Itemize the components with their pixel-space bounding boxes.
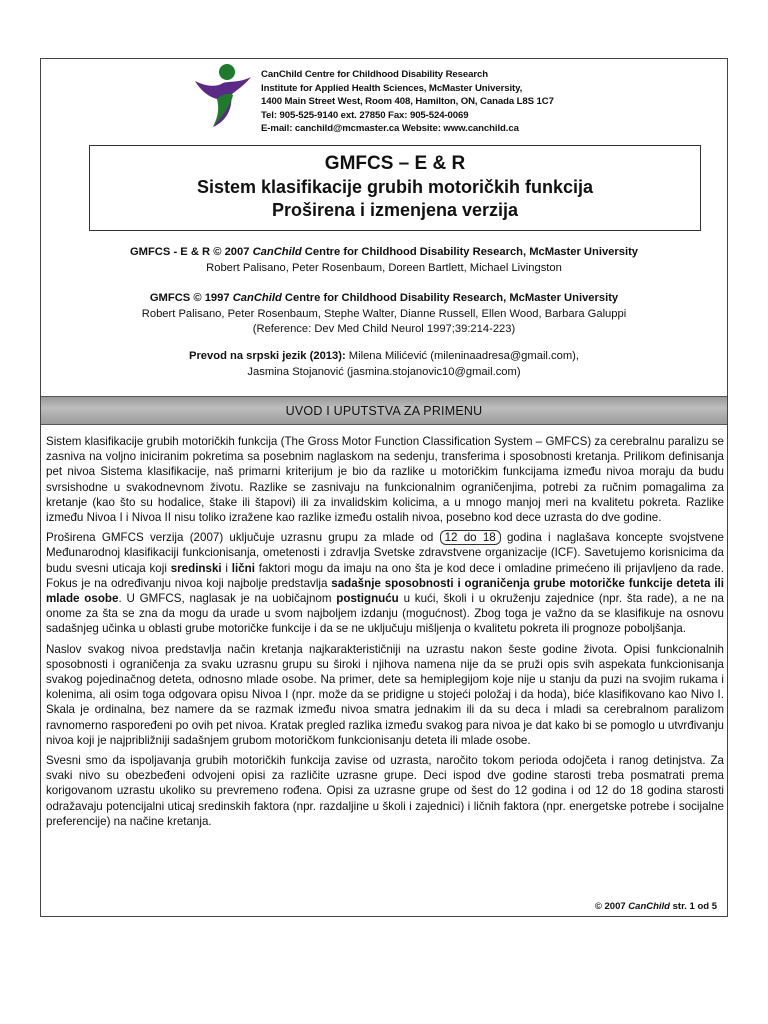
page-footer: © 2007 CanChild str. 1 od 5 (594, 901, 717, 912)
credits-1997-line1: GMFCS © 1997 CanChild Centre for Childhood Disability Research, McMaster University (149, 292, 619, 304)
credits-1997 (41, 291, 727, 338)
org-address: 1400 Main Street West, Room 408, Hamilton, ON, Canada L8S 1C7 (261, 96, 554, 107)
document-page (40, 58, 728, 917)
document-body (46, 434, 724, 834)
translation-line1: Prevod na srpski jezik (2013): Milena Milićević (mileninaadresa@gmail.com), (188, 350, 579, 362)
paragraph-3: Naslov svakog nivoa predstavlja način kretanja najkarakterističniji na uzrastu nakon šeste godine života. Opisi funkcionalnih sposobnosti i ograničenja za svaku uzrasnu grupu su široki i njihova namena nije da se pruži opis svih aspekata funkcionisanja svakog pojedinačnog deteta, odnosno mlade osobe. Na primer, dete sa hemiplegijom koje nije u stanju da puzi na svojim rukama i kolenima, ali osim toga odgovara opisu Nivoa I (npr. može da se pridigne u stojeći položaj i da hoda), biće klasifikovano kao Nivo I. Skala je ordinalna, bez namere da se razmak između nivoa smatra jednakim ili da su deca i mladi sa cerebralnom paralizom ravnomerno raspoređeni po ovih pet nivoa. Kratak pregled razlika između svakog para nivoa je dat kako bi se pomoglo u utvrđivanju nivoa koji je najpribližniji sadašnjem grubom motoričkom funkcionisanju deteta ili mlade osobe. (46, 642, 724, 747)
canchild-logo-icon (193, 63, 253, 129)
credits-1997-authors: Robert Palisano, Peter Rosenbaum, Stephe Walter, Dianne Russell, Ellen Wood, Barbara Galuppi (141, 307, 627, 320)
credits-1997-reference: (Reference: Dev Med Child Neurol 1997;39:214-223) (252, 323, 516, 335)
translation-credits (41, 349, 727, 380)
paragraph-2: Proširena GMFCS verzija (2007) uključuje uzrasnu grupu za mlade od 12 do 18 godina i naglašava koncepte svojstvene Međunarodnoj klasifikaciji funkcionisanja, ometenosti i zdravlja Svetske zdravstvene organizacije (ICF). Savetujemo korisnicima da budu svesni uticaja koji sredinski i lični faktori mogu da imaju na ono šta je kod dece i omladine primećeno ili prijavljeno da rade. Fokus je na određivanju nivoa koji najbolje predstavlja sadašnje sposobnosti i ograničenja grube motoričke funkcije deteta ili mlade osobe. U GMFCS, naglasak je na uobičajnom postignuću u kući, školi i u okruženju zajednice (npr. šta rade), a ne na onome za šta se zna da mogu da urade u svom najboljem izdanju (mogućnost). Zbog toga je važno da se klasifikuje na osnovu sadašnjeg učinka u oblasti grube motoričke funkcije i da se ne uključuju mišljenja o kvalitetu pokreta ili prognoze poboljšanja. (46, 531, 725, 636)
section-header-label: UVOD I UPUTSTVA ZA PRIMENU (285, 404, 483, 418)
section-header-bar (41, 396, 727, 425)
translation-line2: Jasmina Stojanović (jasmina.stojanovic10@gmail.com) (247, 365, 521, 378)
organization-contact-block (261, 68, 701, 136)
document-title: GMFCS – E & R (324, 153, 466, 174)
org-name: CanChild Centre for Childhood Disability Research (261, 69, 488, 80)
document-header (41, 59, 727, 396)
credits-2007-line1: GMFCS - E & R © 2007 CanChild Centre for Childhood Disability Research, McMaster University (129, 246, 639, 258)
org-phone: Tel: 905-525-9140 ext. 27850 Fax: 905-524-0069 (261, 109, 469, 121)
document-subtitle: Sistem klasifikacije grubih motoričkih funkcija (196, 177, 594, 197)
org-institute: Institute for Applied Health Sciences, McMaster University, (261, 82, 523, 94)
credits-2007-authors: Robert Palisano, Peter Rosenbaum, Doreen Bartlett, Michael Livingston (206, 261, 562, 274)
paragraph-1: Sistem klasifikacije grubih motoričkih funkcija (The Gross Motor Function Classification System – GMFCS) za cerebralnu paralizu se zasniva na voljno iniciranim pokretima sa posebnim naglaskom na sedenju, transferima i sposobnosti kretanja. Prilikom definisanja pet nivoa Sistema klasifikacije, naš primarni kriterijum je bio da razlike u motoričkim funkcijama između nivoa moraju da budu svrsishodne u svakodnevnom životu. Razlike se zasnivaju na funkcionalnim ograničenjima, potrebi za ručnim pomagalima za kretanje (kao što su hodalice, štake ili štapovi) ili za invalidskim kolicima, a u mnogo manjoj meri na kvalitetu pokreta. Razlike između Nivoa I i Nivoa II nisu toliko izražene kao razlike između ostalih nivoa, posebno kod dece uzrasta do dve godine. (46, 435, 724, 525)
paragraph-4: Svesni smo da ispoljavanja grubih motoričkih funkcija zavise od uzrasta, naročito tokom perioda odojčeta i ranog detinjstva. Za svaki nivo su obezbeđeni odvojeni opisi za različite uzrasne grupe. Deci ispod dve godine starosti treba posmatrati prema korigovanom uzrastu ukoliko su prevremeno rođena. Opisi za uzrasne grupe od šest do 12 godina i od 12 do 18 godina starosti odražavaju potencijalni uticaj sredinskih faktora (npr. razdaljine u školi i zajednici) i ličnih faktora (npr. energetske potrebe i socijalne preferencije) na načine kretanja. (46, 754, 724, 828)
credits-2007 (41, 245, 727, 276)
title-box (89, 145, 701, 231)
document-subtitle-version: Proširena i izmenjena verzija (271, 200, 519, 220)
circled-age-range: 12 do 18 (440, 530, 501, 545)
org-email-website: E-mail: canchild@mcmaster.ca Website: www.canchild.ca (261, 123, 519, 134)
